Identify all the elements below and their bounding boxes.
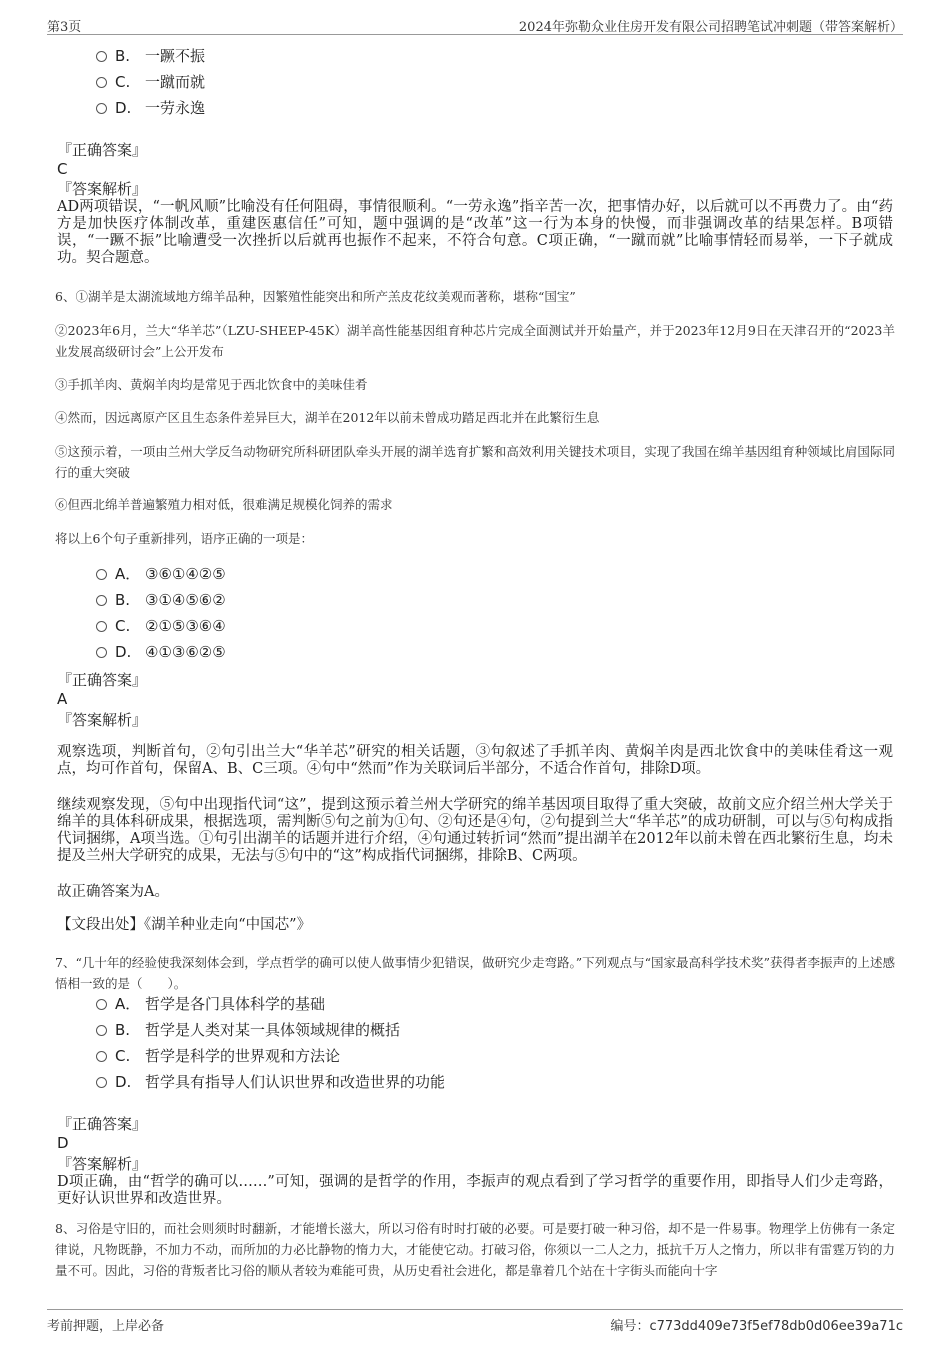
q7-option-d[interactable]: D. 哲学具有指导人们认识世界和改造世界的功能 <box>96 1072 445 1092</box>
q7-option-a[interactable]: A． 哲学是各门具体科学的基础 <box>96 994 325 1014</box>
q5-analysis: AD两项错误，“一帆风顺”比喻没有任何阻碍，事情很顺利。“一劳永逸”指辛苦一次，把事情办好，以后就可以不再费力了。由“药方是加快医疗体制改革，重建医惠信任”可知，题中强调的是“改革”这一行为本身的快慢，而非强调改革的结果怎样。B项错误，“一蹶不振”比喻遭受一次挫折以后就再也振作不起来，不符合句意。C项正确，“一蹴而就”比喻事情轻而易举，一下子就成功。契合题意。 <box>57 199 894 266</box>
q6-analysis-p1: 观察选项，判断首句，②句引出兰大“华羊芯”研究的相关话题，③句叙述了手抓羊肉、黄焖羊肉是西北饮食中的美味佳肴这一观点，均可作首句，保留A、B、C三项。④句中“然而”作为关联词后半部分，不适合作首句，排除D项。 <box>57 744 893 777</box>
radio-icon[interactable] <box>96 1051 107 1062</box>
q5-analysis-label: 『答案解析』 <box>57 180 148 198</box>
q6-analysis-label: 『答案解析』 <box>57 711 148 729</box>
radio-icon[interactable] <box>96 1077 107 1088</box>
q6-answer: A <box>57 690 68 708</box>
radio-icon[interactable] <box>96 77 107 88</box>
page-header <box>47 14 903 35</box>
radio-icon[interactable] <box>96 569 107 580</box>
q6-option-d[interactable]: D. ④①③⑥②⑤ <box>96 642 226 662</box>
radio-icon[interactable] <box>96 999 107 1010</box>
q6-question: 将以上6个句子重新排列，语序正确的一项是： <box>55 531 313 546</box>
q6-source: 【文段出处】《湖羊种业走向“中国芯”》 <box>57 917 312 933</box>
page-footer <box>47 1309 903 1332</box>
q7-stem: 7、“几十年的经验使我深刻体会到，学点哲学的确可以使人做事情少犯错误，做研究少走弯路。”下列观点与“国家最高科学技术奖”获得者李振声的上述感悟相一致的是（ ）。 <box>55 955 895 991</box>
q7-analysis: D项正确，由“哲学的确可以……”可知，强调的是哲学的作用，李振声的观点看到了学习哲学的重要作用，即指导人们少走弯路，更好认识世界和改造世界。 <box>57 1174 893 1207</box>
q6-sentence-2: ②2023年6月，兰大“华羊芯”（LZU-SHEEP-45K）湖羊高性能基因组育种芯片完成全面测试并开始量产，并于2023年12月9日在天津召开的“2023羊业发展高级研讨会”上公开发布 <box>55 323 895 359</box>
q5-option-b[interactable]: B. 一蹶不振 <box>96 46 205 66</box>
q7-option-c[interactable]: C. 哲学是科学的世界观和方法论 <box>96 1046 340 1066</box>
q6-answer-label: 『正确答案』 <box>57 671 148 689</box>
q6-sentence-5: ⑤这预示着，一项由兰州大学反刍动物研究所科研团队牵头开展的湖羊选育扩繁和高效利用关键技术项目，实现了我国在绵羊基因组育种领域比肩国际同行的重大突破 <box>55 444 895 480</box>
q6-sentence-6: ⑥但西北绵羊普遍繁殖力相对低，很难满足规模化饲养的需求 <box>55 497 393 512</box>
radio-icon[interactable] <box>96 103 107 114</box>
q7-analysis-label: 『答案解析』 <box>57 1155 148 1173</box>
q5-answer-label: 『正确答案』 <box>57 141 148 159</box>
q5-option-c[interactable]: C. 一蹴而就 <box>96 72 205 92</box>
q7-option-b[interactable]: B. 哲学是人类对某一具体领域规律的概括 <box>96 1020 400 1040</box>
radio-icon[interactable] <box>96 51 107 62</box>
q5-answer: C <box>57 160 68 178</box>
q6-sentence-1: 6、①湖羊是太湖流域地方绵羊品种，因繁殖性能突出和所产羔皮花纹美观而著称，堪称“国宝” <box>55 289 576 304</box>
page-number: 第3页 <box>47 20 82 35</box>
radio-icon[interactable] <box>96 595 107 606</box>
q7-answer: D <box>57 1134 69 1152</box>
document-code: 编号：c773dd409e73f5ef78db0d06ee39a71c <box>610 1319 903 1334</box>
radio-icon[interactable] <box>96 647 107 658</box>
q6-sentence-4: ④然而，因远离原产区且生态条件差异巨大，湖羊在2012年以前未曾成功踏足西北并在此繁衍生息 <box>55 410 600 425</box>
footer-slogan: 考前押题，上岸必备 <box>47 1319 165 1334</box>
q6-analysis-p3: 故正确答案为A。 <box>57 884 169 900</box>
q6-option-a[interactable]: A． ③⑥①④②⑤ <box>96 564 226 584</box>
document-title: 2024年弥勒众业住房开发有限公司招聘笔试冲刺题（带答案解析） <box>518 20 903 35</box>
q6-option-c[interactable]: C. ②①⑤③⑥④ <box>96 616 226 636</box>
radio-icon[interactable] <box>96 621 107 632</box>
q6-analysis-p2: 继续观察发现，⑤句中出现指代词“这”，提到这预示着兰州大学研究的绵羊基因项目取得了重大突破，故前文应介绍兰州大学关于绵羊的具体科研成果，根据选项，需判断⑤句之前为①句、②句还是④句，②句提到兰大“华羊芯”的成功研制，可以与⑤句构成指代词捆绑，A项当选。①句引出湖羊的话题并进行介绍，④句通过转折词“然而”提出湖羊在2012年以前未曾在西北繁衍生息，均未提及兰州大学研究的成果，无法与⑤句中的“这”构成指代词捆绑，排除B、C两项。 <box>57 797 893 864</box>
q5-option-d[interactable]: D. 一劳永逸 <box>96 98 205 118</box>
q8-stem: 8、习俗是守旧的，而社会则须时时翻新，才能增长滋大，所以习俗有时时打破的必要。可是要打破一种习俗，却不是一件易事。物理学上仿佛有一条定律说，凡物既静，不加力不动，而所加的力必比静物的惰力大，才能使它动。打破习俗，你须以一二人之力，抵抗千万人之惰力，所以非有雷霆万钧的力量不可。因此，习俗的背叛者比习俗的顺从者较为难能可贵，从历史看社会进化，都是靠着几个站在十字街头而能向十字 <box>55 1221 895 1278</box>
q6-sentence-3: ③手抓羊肉、黄焖羊肉均是常见于西北饮食中的美味佳肴 <box>55 377 368 392</box>
q7-answer-label: 『正确答案』 <box>57 1115 148 1133</box>
q6-option-b[interactable]: B. ③①④⑤⑥② <box>96 590 226 610</box>
radio-icon[interactable] <box>96 1025 107 1036</box>
